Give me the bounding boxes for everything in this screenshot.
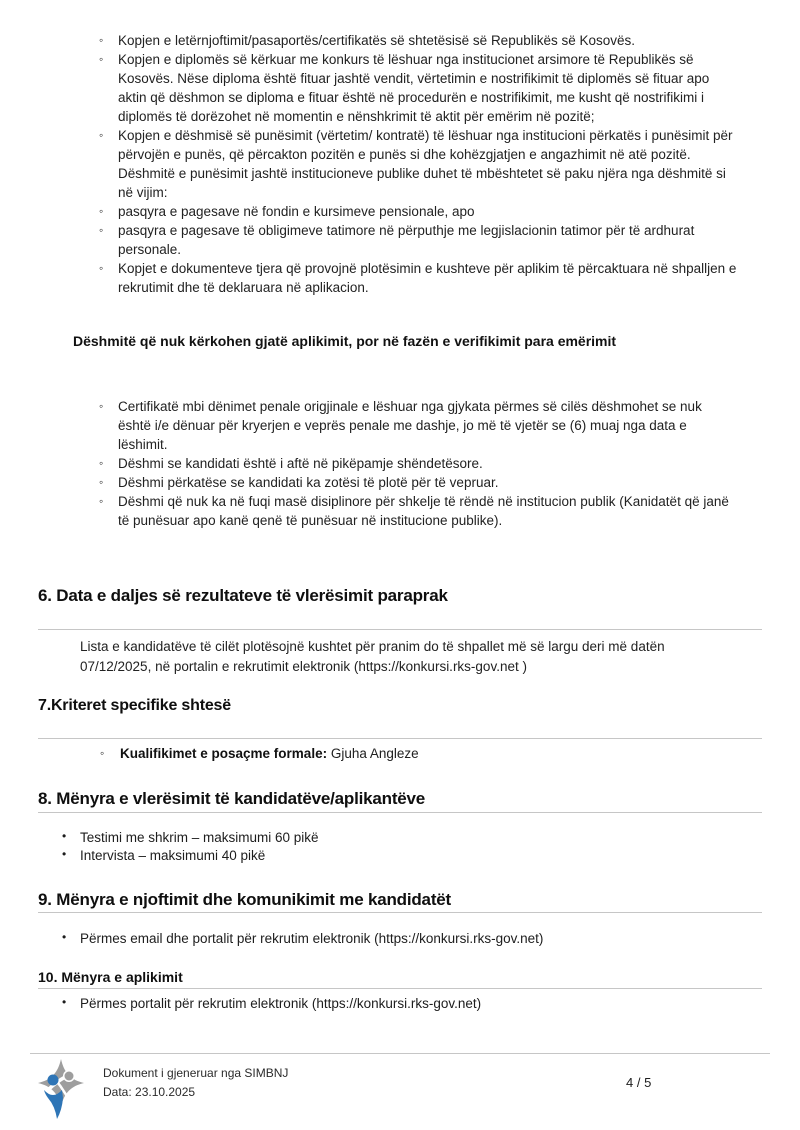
criteria-label: Kualifikimet e posaçme formale: (120, 746, 328, 761)
section-9-title: 9. Mënyra e njoftimit dhe komunikimit me kandidatët (38, 890, 451, 909)
list-item: • Testimi me shkrim – maksimumi 60 pikë (60, 829, 700, 847)
list-item: ◦ Dëshmi se kandidati është i aftë në pikëpamje shëndetësore. (97, 454, 737, 473)
divider (38, 738, 762, 739)
evaluation-list (60, 829, 700, 864)
footer-info (103, 1064, 288, 1102)
list-item: ◦ pasqyra e pagesave të obligimeve tatimore në përputhje me legjislacionin tatimor për të ardhurat personale. (97, 221, 737, 259)
list-item: • Përmes portalit për rekrutim elektronik (https://konkursi.rks-gov.net) (60, 995, 720, 1013)
footer-divider (30, 1053, 770, 1054)
notification-list (60, 930, 720, 948)
list-item: ◦ Kopjet e dokumenteve tjera që provojnë plotësimin e kushteve për aplikim të përcaktuara në shpalljen e rekrutimit dhe të deklaruara në aplikacion. (97, 259, 737, 297)
section-7-title: 7.Kriteret specifike shtesë (38, 697, 231, 714)
simbnj-logo (36, 1058, 86, 1120)
specific-criteria-item (100, 746, 720, 761)
section-10-title: 10. Mënyra e aplikimit (38, 969, 183, 985)
list-item: • Intervista – maksimumi 40 pikë (60, 847, 700, 865)
list-item: ◦ pasqyra e pagesave në fondin e kursimeve pensionale, apo (97, 202, 737, 221)
divider (38, 812, 762, 813)
footer-generator-text: Dokument i gjeneruar nga SIMBNJ (103, 1066, 289, 1080)
list-item: ◦ Dëshmi përkatëse se kandidati ka zotësi të plotë për të vepruar. (97, 473, 737, 492)
list-item: ◦ Kopjen e diplomës së kërkuar me konkurs të lëshuar nga institucionet arsimore të Republikës së Kosovës. Nëse diploma është fituar jashtë vendit, vërtetimin e nostrifikimit të diplomës së fituar apo aktin që dëshmon se diploma e fituar është në procedurën e nostrifikimit, me kusht që nostrifikimi i diplomës të dorëzohet në momentin e nënshkrimit të aktit për emërim në pozitë; (97, 50, 737, 126)
section-8-title: 8. Mënyra e vlerësimit të kandidatëve/aplikantëve (38, 789, 426, 808)
list-item: ◦ Kopjen e dëshmisë së punësimit (vërtetim/ kontratë) të lëshuar nga institucioni përkatës i punësimit për përvojën e punës, që përcakton pozitën e punës si dhe kohëzgjatjen e angazhimit në atë pozitë. Dëshmitë e punësimit jashtë institucioneve publike duhet të mbështetet së paku njëra nga dëshmitë si në vijim: (97, 126, 737, 202)
list-item: • Përmes email dhe portalit për rekrutim elektronik (https://konkursi.rks-gov.net) (60, 930, 720, 948)
verification-documents-list (97, 397, 737, 530)
list-item: ◦ Certifikatë mbi dënimet penale origjinale e lëshuar nga gjykata përmes së cilës dëshmohet se nuk është i/e dënuar për kryerjen e veprës penale me dashje, jo më të vjetër se (6) muaj nga data e lëshimit. (97, 397, 737, 454)
page-number: 4 / 5 (626, 1075, 652, 1090)
criteria-value: Gjuha Angleze (330, 746, 419, 761)
section-6-title: 6. Data e daljes së rezultateve të vlerësimit paraprak (38, 586, 448, 605)
divider (38, 629, 762, 630)
divider (38, 988, 762, 989)
verification-subheading: Dëshmitë që nuk kërkohen gjatë aplikimit, por në fazën e verifikimit para emërimit (73, 333, 617, 349)
application-method-list (60, 995, 720, 1013)
footer-date-text: Data: 23.10.2025 (103, 1085, 196, 1099)
list-item: ◦ Dëshmi që nuk ka në fuqi masë disiplinore për shkelje të rëndë në institucion publik (Kanidatët që janë të punësuar apo kanë qenë të punësuar në institucione publike). (97, 492, 737, 530)
list-item: ◦ Kopjen e letërnjoftimit/pasaportës/certifikatës së shtetësisë së Republikës së Kosovës. (97, 31, 737, 50)
section-6-body: Lista e kandidatëve të cilët plotësojnë kushtet për pranim do të shpallet më së largu deri më datën 07/12/2025, në portalin e rekrutimit elektronik (https://konkursi.rks-gov.net ) (80, 639, 665, 674)
divider (38, 912, 762, 913)
required-documents-list (97, 31, 737, 297)
